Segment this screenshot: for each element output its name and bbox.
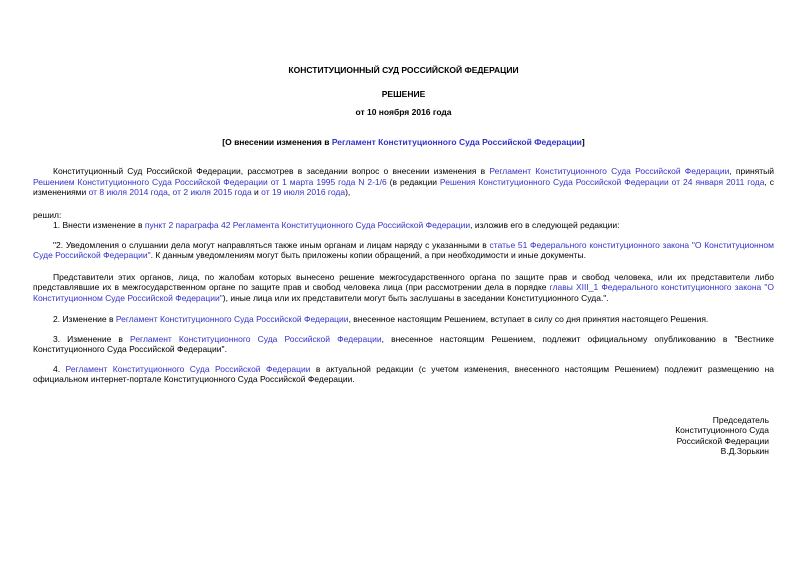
resolution-item-3 [33,334,774,355]
doc-link[interactable]: статье 51 Федерального конституционного закона "О Конституционном Суде Российской Федерации" [33,239,775,260]
resolution-item-1 [33,220,774,231]
doc-link[interactable]: Регламент Конституционного Суда Российской Федерации [130,333,382,344]
text-segment: Представители этих органов, лица, по жалобам которых вынесено решение межгосударственного органа по защите прав и свобод человека, или их представители либо представлявшие их в межгосударственном органе по защите прав и свобод человека лица (при рассмотрении дела в порядке [33,271,774,292]
signature-role-line-1: Председатель [712,414,769,425]
decision-date-heading: от 10 ноября 2016 года [355,107,452,117]
text-segment: , принятый [729,166,775,176]
doc-link[interactable]: главы XIII_1 Федерального конституционного закона "О Конституционном Суде Российской Федерации" [33,282,774,303]
text-segment: в актуальной редакции (с учетом изменения, внесенного настоящим Решением) подлежит размещению на официальном интернет-портале Конституционного Суда Российской Федерации. [33,363,774,384]
resolution-item-2 [33,314,774,325]
doc-link[interactable]: Решением Конституционного Суда Российской Федерации от 1 марта 1995 года N 2-1/6 [33,176,387,187]
text-segment: Конституционный Суд Российской Федерации, рассмотрев в заседании вопрос о внесении изменения в [53,166,490,176]
signature-name: В.Д.Зорькин [720,446,769,456]
doc-link[interactable]: Регламент Конституционного Суда Российской Федерации [65,363,311,374]
quoted-paragraph-2 [33,240,774,261]
doc-link[interactable]: пункт 2 параграфа 42 Регламента Конституционного Суда Российской Федерации [144,220,471,230]
signature-block [33,415,774,457]
text-segment: ), иные лица или их представители могут быть заслушаны в заседании Конституционного Суда.". [222,292,609,303]
doc-link[interactable]: Регламент Конституционного Суда Российской Федерации [489,166,730,176]
resolution-item-4 [33,364,774,385]
text-segment: (в редакции [386,176,440,187]
text-segment: 2. Изменение в [53,314,116,324]
signature-role-line-3: Российской Федерации [676,435,769,446]
text-segment: и [251,187,262,197]
text-segment: , изложив его в следующей редакции: [470,220,620,230]
text-segment: 4. [53,363,66,374]
text-segment: . К данным уведомлениям могут быть приложены копии обращений, а при необходимости и иные документы. [150,250,587,260]
quoted-paragraph-representatives [33,272,774,304]
text-segment: [О внесении изменения в [222,136,332,147]
text-segment: ] [581,136,585,147]
signature-role-line-2: Конституционного Суда [675,425,769,435]
doc-link[interactable]: от 8 июля 2014 года [88,187,168,197]
text-segment: , внесенное настоящим Решением, подлежит официальному опубликованию в "Вестнике Конституционного Суда Российской Федерации". [33,333,775,354]
document-title [33,137,774,148]
doc-link[interactable]: Регламент Конституционного Суда Российской Федерации [115,314,349,324]
text-segment: , внесенное настоящим Решением, вступает в силу со дня принятия настоящего Решения. [348,314,709,324]
doc-link[interactable]: Регламент Конституционного Суда Российской Федерации [331,136,582,147]
text-segment: 1. Внести изменение в [53,220,145,230]
text-segment: , с изменениями [33,176,774,197]
text-segment: 3. Изменение в [53,333,131,344]
doc-link[interactable]: от 19 июля 2016 года [261,187,346,197]
resolution-lead: решил: [33,209,62,220]
doc-link[interactable]: от 2 июля 2015 года [172,187,252,197]
text-segment: ), [345,187,351,197]
text-segment: , [167,187,173,197]
intro-paragraph [33,166,774,198]
court-name-heading: КОНСТИТУЦИОННЫЙ СУД РОССИЙСКОЙ ФЕДЕРАЦИИ [288,65,519,75]
text-segment: "2. Уведомления о слушании дела могут направляться также иным органам и лицам наряду с указанными в [53,239,490,250]
decision-type-heading: РЕШЕНИЕ [381,88,426,99]
doc-link[interactable]: Решения Конституционного Суда Российской Федерации от 24 января 2011 года [439,176,765,187]
